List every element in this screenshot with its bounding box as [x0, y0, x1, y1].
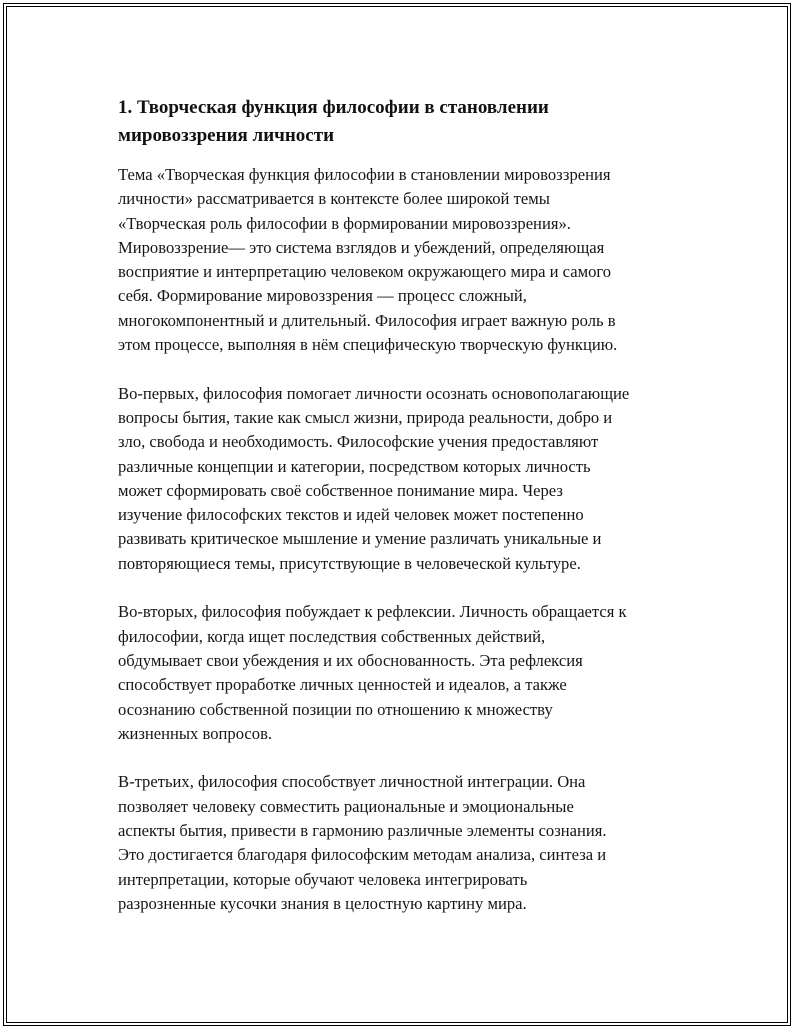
- paragraph-line: повторяющиеся темы, присутствующие в человеческой культуре.: [118, 553, 581, 573]
- paragraph-intro: [118, 163, 708, 357]
- paragraph-line: многокомпонентный и длительный. Философия играет важную роль в: [118, 310, 616, 330]
- paragraph-line: изучение философских текстов и идей человек может постепенно: [118, 505, 584, 525]
- paragraph-line: «Творческая роль философии в формировании мировоззрения».: [118, 213, 571, 233]
- paragraph-line: позволяет человеку совместить рациональные и эмоциональные: [118, 796, 574, 816]
- paragraph-line: этом процессе, выполняя в нём специфическую творческую функцию.: [118, 335, 618, 355]
- paragraph-first-point: [118, 382, 708, 576]
- paragraph-line: способствует проработке личных ценностей и идеалов, а также: [118, 675, 567, 695]
- paragraph-line: Мировоззрение— это система взглядов и убеждений, определяющая: [118, 237, 605, 257]
- paragraph-line: зло, свобода и необходимость. Философские учения предоставляют: [118, 432, 599, 452]
- paragraph-line: Это достигается благодаря философским методам анализа, синтеза и: [118, 845, 607, 865]
- paragraph-line: интерпретации, которые обучают человека интегрировать: [118, 869, 528, 889]
- section-title-line-2: мировоззрения личности: [118, 125, 335, 146]
- paragraph-line: может сформировать своё собственное понимание мира. Через: [118, 480, 563, 500]
- paragraph-line: вопросы бытия, такие как смысл жизни, природа реальности, добро и: [118, 407, 613, 427]
- paragraph-second-point: [118, 600, 708, 746]
- paragraph-line: философии, когда ищет последствия собственных действий,: [118, 626, 546, 646]
- paragraph-line: Во-вторых, философия побуждает к рефлексии. Личность обращается к: [118, 602, 627, 622]
- paragraph-line: В-третьих, философия способствует личностной интеграции. Она: [118, 772, 586, 792]
- paragraph-line: жизненных вопросов.: [118, 723, 273, 743]
- paragraph-line: осознанию собственной позиции по отношению к множеству: [118, 699, 553, 719]
- paragraph-line: разрозненные кусочки знания в целостную картину мира.: [118, 893, 527, 913]
- paragraph-line: Во-первых, философия помогает личности осознать основополагающие: [118, 383, 630, 403]
- paragraph-line: развивать критическое мышление и умение различать уникальные и: [118, 529, 602, 549]
- paragraph-line: различные концепции и категории, посредством которых личность: [118, 456, 591, 476]
- document-body: [118, 94, 708, 916]
- paragraph-third-point: [118, 770, 708, 916]
- paragraph-line: аспекты бытия, привести в гармонию различные элементы сознания.: [118, 821, 607, 841]
- paragraph-line: обдумывает свои убеждения и их обоснованность. Эта рефлексия: [118, 650, 583, 670]
- paragraph-line: личности» рассматривается в контексте более широкой темы: [118, 189, 550, 209]
- section-title-line-1: 1. Творческая функция философии в становлении: [118, 97, 549, 118]
- paragraph-line: Тема «Творческая функция философии в становлении мировоззрения: [118, 165, 611, 184]
- paragraph-line: восприятие и интерпретацию человеком окружающего мира и самого: [118, 262, 612, 282]
- section-title: [118, 94, 708, 150]
- paragraph-line: себя. Формирование мировоззрения — процесс сложный,: [118, 286, 527, 306]
